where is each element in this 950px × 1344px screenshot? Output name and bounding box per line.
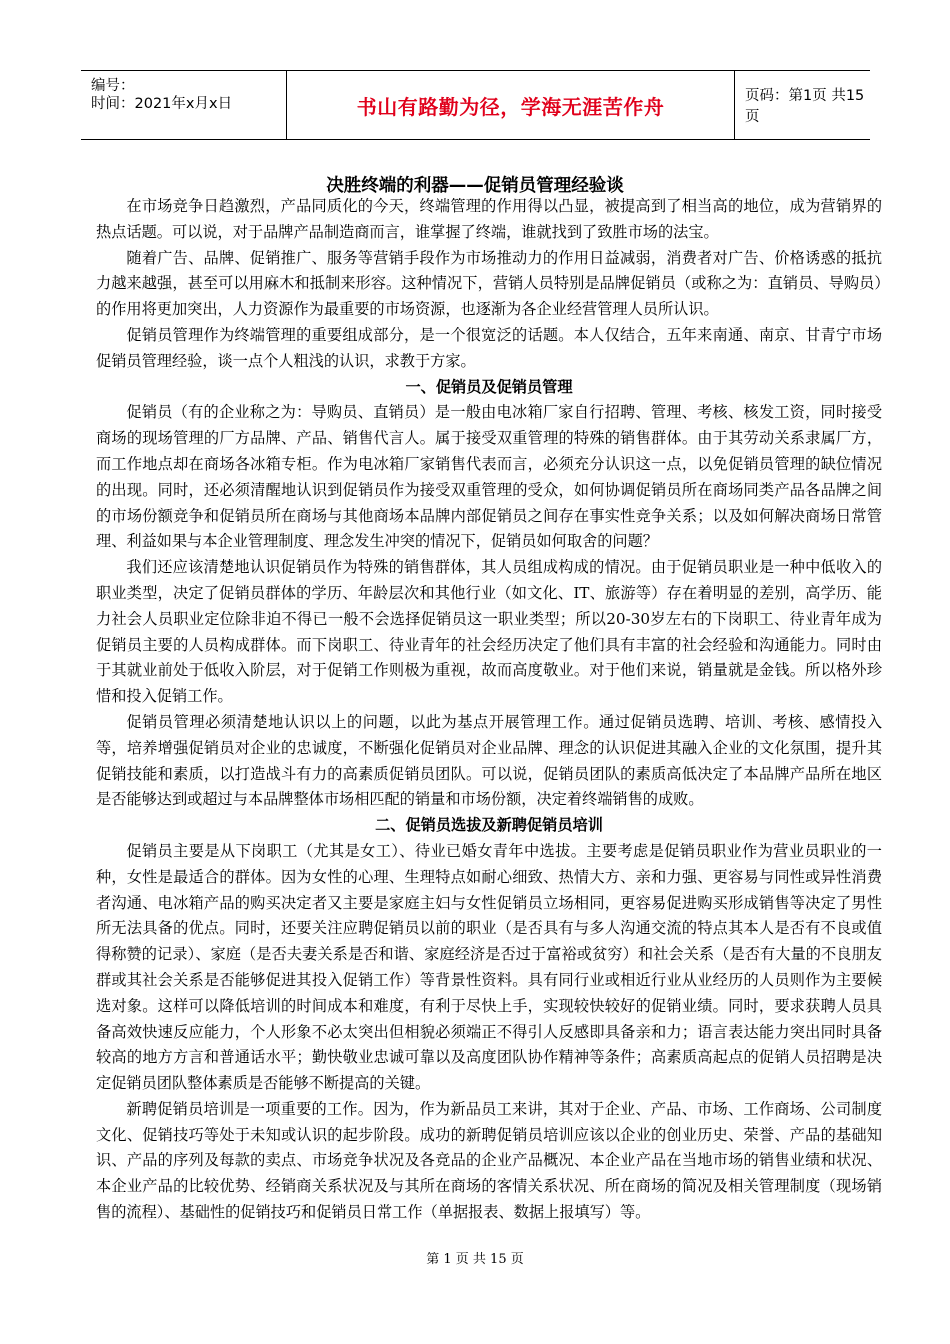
section-paragraph: 新聘促销员培训是一项重要的工作。因为，作为新品员工来讲，其对于企业、产品、市场、工作商场、公司制度文化、促销技巧等处于未知或认识的起步阶段。成功的新聘促销员培训应该以企业的创业历史、荣誉、产品的基础知识、产品的序列及每款的卖点、市场竞争状况及各竞品的企业产品概况、本企业产品在当地市场的销售业绩和状况、本企业产品的比较优势、经销商关系状况及与其所在商场的客情关系状况、所在商场的简况及相关管理制度（现场销售的流程）、基础性的促销技巧和促销员日常工作（单据报表、数据上报填写）等。 <box>96 1099 882 1222</box>
header-page-info: 页码：第1页 共15页 <box>745 88 865 125</box>
header-motto: 书山有路勤为径，学海无涯苦作舟 <box>356 94 665 119</box>
header-meta <box>81 71 286 139</box>
document-title: 决胜终端的利器——促销员管理经验谈 <box>326 176 624 196</box>
section-paragraph: 促销员管理必须清楚地认识以上的问题，以此为基点开展管理工作。通过促销员选聘、培训、考核、感情投入等，培养增强促销员对企业的忠诚度，不断强化促销员对企业品牌、理念的认识促进其融入企业的文化氛围，提升其促销技能和素质，以打造战斗有力的高素质促销员团队。可以说，促销员团队的素质高低决定了本品牌产品所在地区是否能够达到或超过与本品牌整体市场相匹配的销量和市场份额，决定着终端销售的成败。 <box>96 712 882 809</box>
section-paragraph: 促销员（有的企业称之为：导购员、直销员）是一般由电冰箱厂家自行招聘、管理、考核、核发工资，同时接受商场的现场管理的厂方品牌、产品、销售代言人。属于接受双重管理的特殊的销售群体。由于其劳动关系隶属厂方，而工作地点却在商场各冰箱专柜。作为电冰箱厂家销售代表而言，必须充分认识这一点，以免促销员管理的缺位情况的出现。同时，还必须清醒地认识到促销员作为接受双重管理的受众，如何协调促销员所在商场同类产品各品牌之间的市场份额竞争和促销员所在商场与其他商场本品牌内部促销员之间存在事实性竞争关系；以及如何解决商场日常管理、利益如果与本企业管理制度、理念发生冲突的情况下，促销员如何取舍的问题？ <box>96 403 882 551</box>
page-header <box>81 70 870 140</box>
section-paragraph: 促销员主要是从下岗职工（尤其是女工）、待业已婚女青年中选拔。主要考虑是促销员职业作为营业员职业的一种，女性是最适合的群体。因为女性的心理、生理特点如耐心细致、热情大方、亲和力强、更容易与同性或异性消费者沟通、电冰箱产品的购买决定者又主要是家庭主妇与女性促销员立场相同，更容易促进购买形成销售等决定了男性所无法具备的优点。同时，还要关注应聘促销员以前的职业（是否具有与多人沟通交流的特点其本人是否有不良或值得称赞的记录）、家庭（是否夫妻关系是否和谐、家庭经济是否过于富裕或贫穷）和社会关系（是否有大量的不良朋友群或其社会关系是否能够促进其投入促销工作）等背景性资料。具有同行业或相近行业从业经历的人员则作为主要候选对象。这样可以降低培训的时间成本和难度，有利于尽快上手，实现较快较好的促销业绩。同时，要求获聘人员具备高效快速反应能力，个人形象不必太突出但相貌必须端正不得引人反感即具备亲和力；语言表达能力突出同时具备较高的地方方言和普通话水平；勤快敬业忠诚可靠以及高度团队协作精神等条件；高素质高起点的促销人员招聘是决定促销员团队整体素质是否能够不断提高的关键。 <box>96 841 882 1093</box>
document-number-label: 编号： <box>91 78 135 94</box>
section-heading: 一、促销员及促销员管理 <box>405 377 573 396</box>
section-heading: 二、促销员选拔及新聘促销员培训 <box>375 816 603 835</box>
intro-paragraph: 在市场竞争日趋激烈，产品同质化的今天，终端管理的作用得以凸显，被提高到了相当高的地位，成为营销界的热点话题。可以说，对于品牌产品制造商而言，谁掌握了终端，谁就找到了致胜市场的法宝。 <box>96 197 882 241</box>
document-body <box>96 194 882 1226</box>
intro-paragraph: 促销员管理作为终端管理的重要组成部分，是一个很宽泛的话题。本人仅结合，五年来南通、南京、甘青宁市场促销员管理经验，谈一点个人粗浅的认识，求教于方家。 <box>96 325 882 370</box>
header-motto-cell <box>286 71 735 139</box>
intro-paragraph: 随着广告、品牌、促销推广、服务等营销手段作为市场推动力的作用日益减弱，消费者对广告、价格诱惑的抵抗力越来越强，甚至可以用麻木和抵制来形容。这种情况下，营销人员特别是品牌促销员（或称之为：直销员、导购员）的作用将更加突出，人力资源作为最重要的市场资源，也逐渐为各企业经营管理人员所认识。 <box>96 248 882 319</box>
page-footer: 第 1 页 共 15 页 <box>426 1252 524 1267</box>
section-paragraph: 我们还应该清楚地认识促销员作为特殊的销售群体，其人员组成构成的情况。由于促销员职业是一种中低收入的职业类型，决定了促销员群体的学历、年龄层次和其他行业（如文化、IT、旅游等）存在着明显的差别，高学历、能力社会人员职业定位除非迫不得已一般不会选择促销员这一职业类型；所以20-30岁左右的下岗职工、待业青年成为促销员主要的人员构成群体。而下岗职工、待业青年的社会经历决定了他们具有丰富的社会经验和沟通能力。同时由于其就业前处于低收入阶层，对于促销工作则极为重视，故而高度敬业。对于他们来说，销量就是金钱。所以格外珍惜和投入促销工作。 <box>96 558 882 706</box>
document-time-label: 时间：2021年x月x日 <box>91 96 233 112</box>
